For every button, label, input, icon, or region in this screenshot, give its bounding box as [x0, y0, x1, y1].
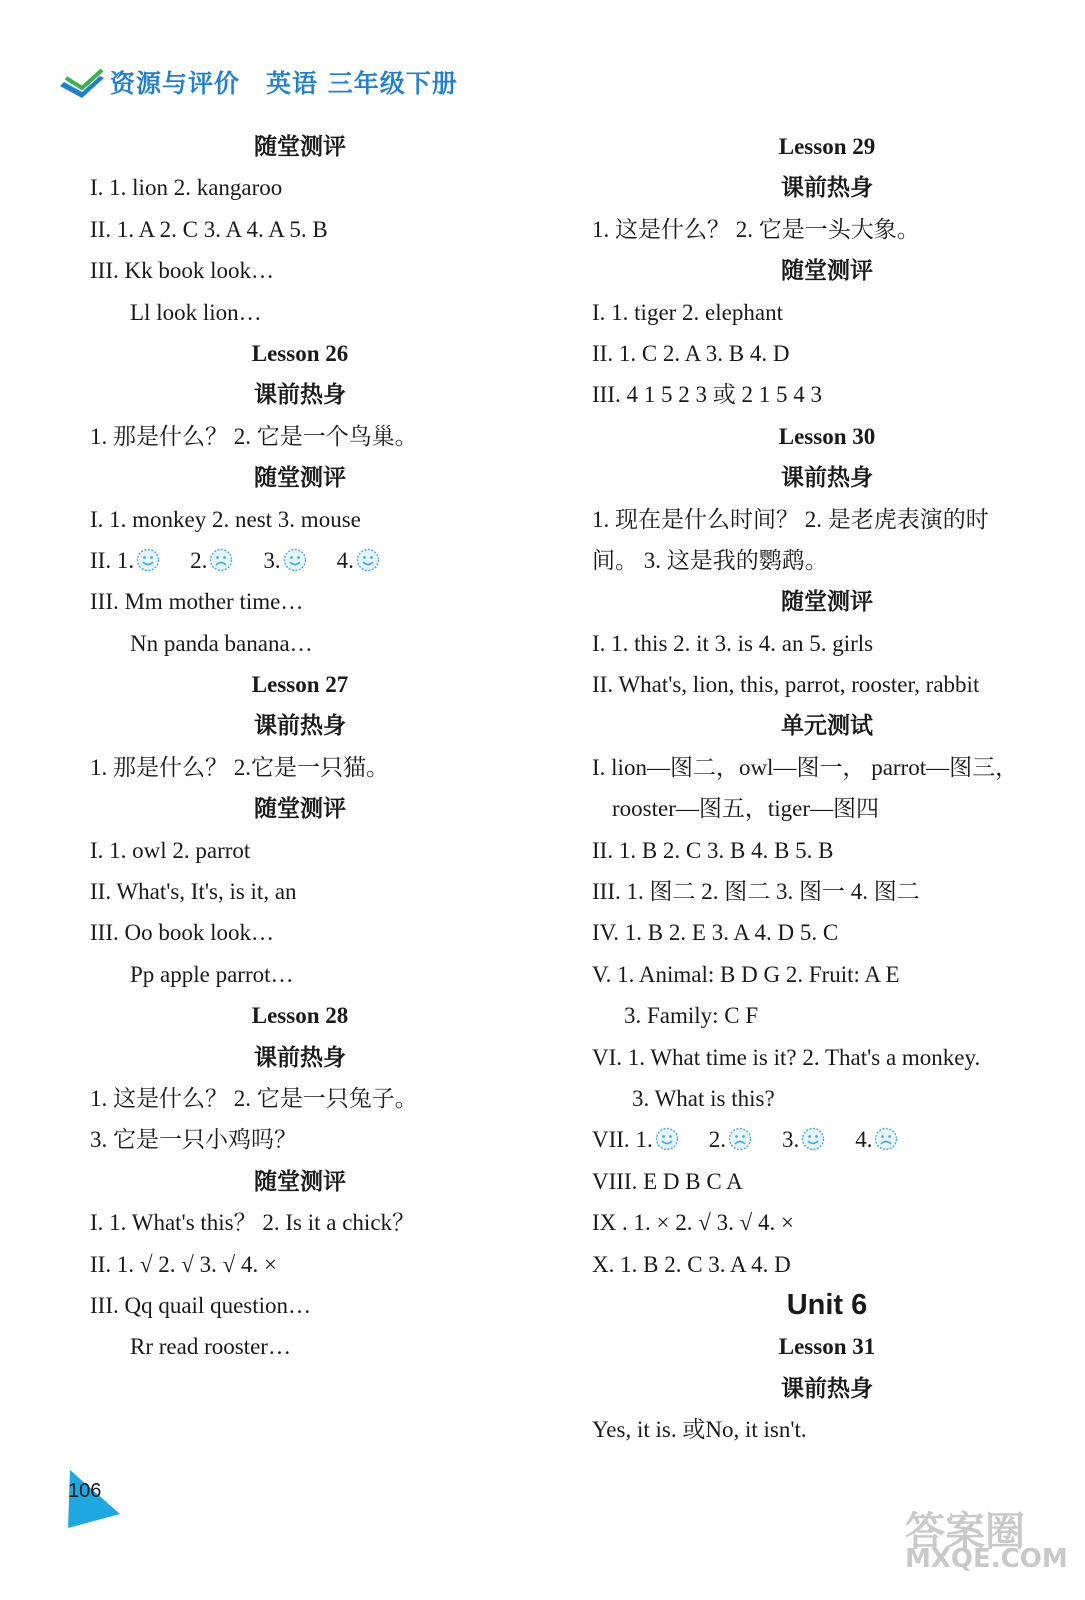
answer-line: IV. 1. B 2. E 3. A 4. D 5. C	[592, 920, 839, 946]
section-heading: Lesson 27	[251, 672, 349, 698]
answer-line: I. 1. monkey 2. nest 3. mouse	[90, 506, 361, 532]
face-item-label: 3.	[263, 547, 281, 573]
section-heading: Lesson 31	[778, 1334, 876, 1360]
smiley-face-icon	[655, 1127, 679, 1151]
section-heading: Lesson 26	[251, 340, 349, 366]
section-heading: 随堂测评	[254, 796, 346, 822]
answer-line-faces	[90, 540, 510, 581]
answer-line: IX . 1. × 2. √ 3. √ 4. ×	[592, 1210, 794, 1236]
section-heading: 课前热身	[254, 1044, 346, 1070]
answer-line: 3. What is this?	[632, 1085, 775, 1111]
answer-line: III. Mm mother time…	[90, 589, 304, 615]
answer-line: 1. 那是什么？ 2. 它是一个鸟巢。	[90, 423, 418, 449]
section-heading: Lesson 29	[778, 134, 876, 159]
unit-title: Unit 6	[786, 1288, 868, 1321]
answer-line: Ll look lion…	[130, 299, 262, 325]
smiley-face-icon	[136, 548, 160, 572]
page-header	[56, 58, 516, 108]
answer-line: Yes, it is. 或No, it isn't.	[592, 1417, 807, 1443]
answer-line: VI. 1. What time is it? 2. That's a monkey.	[592, 1044, 981, 1070]
section-heading: 课前热身	[254, 382, 346, 408]
face-item-label: 2.	[190, 547, 208, 573]
answer-line: II. 1. √ 2. √ 3. √ 4. ×	[90, 1251, 277, 1277]
section-heading: Lesson 30	[778, 423, 876, 449]
section-heading: 课前热身	[781, 1375, 873, 1401]
answer-line: 1. 现在是什么时间？ 2. 是老虎表演的时	[592, 506, 989, 532]
answer-line-faces	[592, 1119, 1062, 1160]
answer-line: 1. 那是什么？ 2.它是一只猫。	[90, 754, 389, 780]
sad-face-icon	[874, 1127, 898, 1151]
answer-line: Rr read rooster…	[130, 1334, 291, 1360]
smiley-face-icon	[356, 548, 380, 572]
section-heading: 随堂测评	[254, 134, 346, 159]
answer-line: II. 1. B 2. C 3. B 4. B 5. B	[592, 837, 834, 863]
face-item-label: 1.	[116, 547, 135, 573]
book-logo-icon	[56, 64, 108, 104]
section-heading: Lesson 28	[251, 1003, 349, 1029]
face-item-label: 2.	[708, 1127, 726, 1153]
answer-line: III. Oo book look…	[90, 920, 274, 946]
answer-line: 1. 这是什么？ 2. 它是一只兔子。	[90, 1085, 418, 1111]
answer-line: III. Qq quail question…	[90, 1292, 312, 1318]
section-heading: 课前热身	[781, 465, 873, 491]
watermark-cn: 答案圈	[905, 1509, 1025, 1555]
face-item-label: 3.	[781, 1127, 800, 1153]
section-heading: 课前热身	[254, 713, 346, 739]
answer-line: I. 1. tiger 2. elephant	[592, 299, 783, 325]
answer-line: I. 1. owl 2. parrot	[90, 837, 251, 863]
section-heading: 随堂测评	[781, 258, 873, 284]
subject-title: 英语 三年级下册	[266, 69, 458, 98]
answer-line: III. 4 1 5 2 3 或 2 1 5 4 3	[592, 382, 822, 408]
page-number-badge	[58, 1470, 128, 1530]
answer-line: 1. 这是什么？ 2. 它是一头大象。	[592, 216, 920, 242]
answer-line: II. 1. C 2. A 3. B 4. D	[592, 340, 790, 366]
answer-line: II. What's, It's, is it, an	[90, 879, 297, 905]
answer-line: II. What's, lion, this, parrot, rooster, rabbit	[592, 672, 980, 698]
smiley-face-icon	[801, 1127, 825, 1151]
section-heading: 随堂测评	[254, 1168, 346, 1194]
right-column	[592, 126, 1062, 1451]
section-heading: 随堂测评	[254, 465, 346, 491]
answer-line: I. 1. this 2. it 3. is 4. an 5. girls	[592, 630, 874, 656]
answer-line: VIII. E D B C A	[592, 1168, 743, 1194]
sad-face-icon	[209, 548, 233, 572]
face-item-label: 4.	[336, 547, 354, 573]
smiley-face-icon	[283, 548, 307, 572]
answer-line: II. 1. A 2. C 3. A 4. A 5. B	[90, 216, 328, 242]
answer-line: V. 1. Animal: B D G 2. Fruit: A E	[592, 961, 900, 987]
answer-line: I. 1. lion 2. kangaroo	[90, 175, 283, 201]
faces-prefix: II.	[90, 547, 112, 573]
answer-line: Nn panda banana…	[130, 630, 313, 656]
section-heading: 单元测试	[781, 713, 873, 739]
answer-line: X. 1. B 2. C 3. A 4. D	[592, 1251, 791, 1277]
answer-line: III. Kk book look…	[90, 258, 274, 284]
page-number: 106	[68, 1480, 102, 1502]
left-column	[90, 126, 510, 1368]
face-item-label: 4.	[855, 1127, 873, 1153]
answer-line: III. 1. 图二 2. 图二 3. 图一 4. 图二	[592, 879, 920, 905]
watermark	[905, 1500, 1068, 1580]
watermark-en: MXQE.COM	[905, 1544, 1068, 1574]
brand-title: 资源与评价	[110, 69, 241, 98]
answer-line: I. lion—图二，owl—图一， parrot—图三，	[592, 754, 1019, 780]
answer-line: 间。 3. 这是我的鹦鹉。	[592, 547, 828, 573]
section-heading: 随堂测评	[781, 589, 873, 615]
sad-face-icon	[728, 1127, 752, 1151]
answer-line: 3. 它是一只小鸡吗？	[90, 1127, 297, 1153]
answer-line: rooster—图五，tiger—图四	[612, 796, 880, 822]
section-heading: 课前热身	[781, 175, 873, 201]
answer-line: I. 1. What's this？ 2. Is it a chick？	[90, 1210, 416, 1236]
faces-prefix: VII.	[592, 1127, 630, 1153]
answer-line: 3. Family: C F	[624, 1003, 759, 1029]
answer-line: Pp apple parrot…	[130, 961, 294, 987]
face-item-label: 1.	[635, 1127, 653, 1153]
